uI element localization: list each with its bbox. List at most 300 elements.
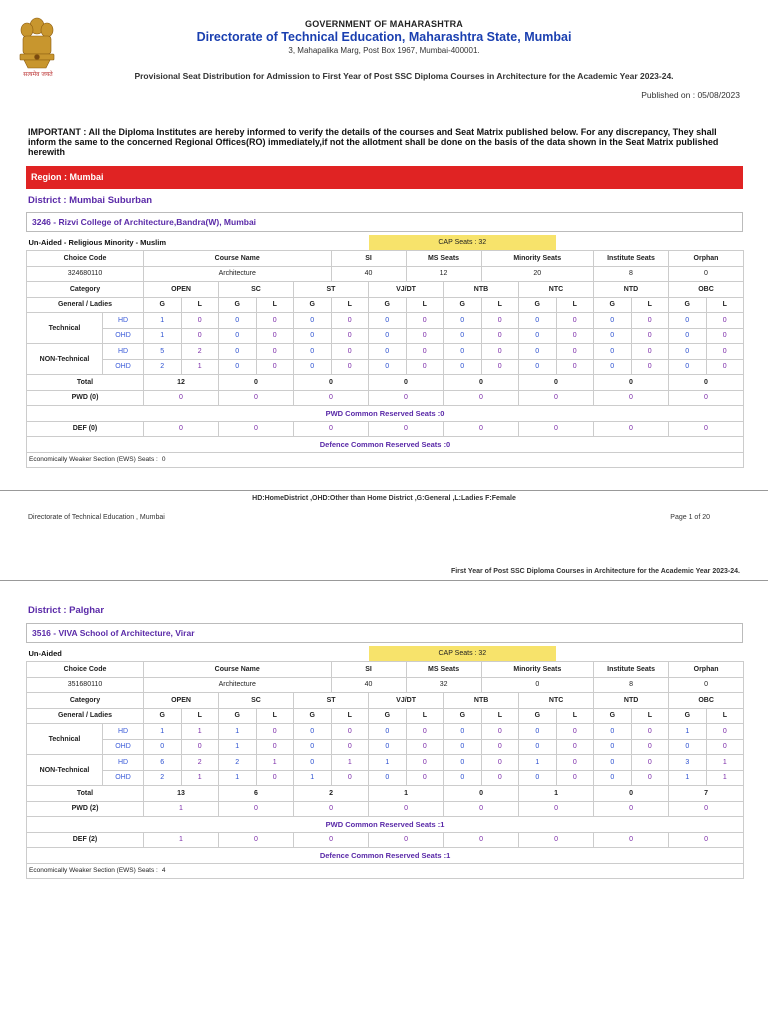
seat-count: 0 <box>444 739 482 755</box>
pwd-value: 0 <box>219 390 294 406</box>
def-value: 0 <box>669 421 744 437</box>
choice-code-header: Choice Code <box>27 251 144 267</box>
table-row <box>27 770 744 786</box>
page-divider <box>0 580 768 581</box>
total-value: 2 <box>294 786 369 802</box>
category-header: OPEN <box>144 282 219 298</box>
district-type-label: HD <box>103 755 144 771</box>
seat-count: 0 <box>406 359 444 375</box>
seat-count: 0 <box>444 770 482 786</box>
total-value: 12 <box>144 375 219 391</box>
seat-count: 1 <box>181 359 219 375</box>
seat-count: 1 <box>256 755 294 771</box>
seat-type-label: NON-Technical <box>27 755 103 786</box>
seat-count: 0 <box>406 313 444 329</box>
ews-label: Economically Weaker Section (EWS) Seats : <box>29 456 158 464</box>
seat-count: 0 <box>294 328 332 344</box>
institute-seats-header: Institute Seats <box>594 251 669 267</box>
seat-count: 0 <box>256 724 294 740</box>
def-value: 0 <box>294 421 369 437</box>
pwd-value: 0 <box>444 801 519 817</box>
seat-count: 0 <box>556 328 594 344</box>
seat-count: 1 <box>706 755 744 771</box>
course-name-header: Course Name <box>144 662 332 678</box>
si-value: 40 <box>331 266 406 282</box>
course-name-header: Course Name <box>144 251 332 267</box>
seat-count: 0 <box>706 724 744 740</box>
important-notice: IMPORTANT : All the Diploma Institutes are hereby informed to verify the details of the courses and Seat Matrix published below. For any discrepancy, They shall inform the same to the concerned Regional Offices(RO) immediately,if not the allotment shall be done on the basis of the data shown in the Seat Matrix published herewith <box>28 127 719 157</box>
table-row <box>27 755 744 771</box>
seat-count: 0 <box>181 313 219 329</box>
seat-count: 0 <box>331 328 369 344</box>
seat-count: 6 <box>144 755 182 771</box>
district-type-label: HD <box>103 313 144 329</box>
total-value: 0 <box>594 375 669 391</box>
defence-reserved-note: Defence Common Reserved Seats :1 <box>27 848 744 864</box>
general-header: G <box>669 708 707 724</box>
def-value: 0 <box>594 421 669 437</box>
ews-seats <box>27 863 744 879</box>
category-header: NTD <box>594 693 669 709</box>
category-header: SC <box>219 693 294 709</box>
institute-seats-value: 8 <box>594 677 669 693</box>
page-number: Page 1 of 20 <box>670 514 710 521</box>
seat-count: 1 <box>519 755 557 771</box>
footer-directorate: Directorate of Technical Education , Mumbai <box>28 514 165 521</box>
seat-count: 0 <box>294 755 332 771</box>
ews-value: 0 <box>161 456 166 464</box>
category-header: NTB <box>444 693 519 709</box>
table-row <box>27 739 744 755</box>
minority-seats-header: Minority Seats <box>481 662 594 678</box>
total-value: 1 <box>369 786 444 802</box>
general-header: G <box>519 708 557 724</box>
seat-count: 0 <box>631 770 669 786</box>
seat-count: 0 <box>706 739 744 755</box>
seat-count: 0 <box>331 313 369 329</box>
seat-grid <box>26 646 744 879</box>
seat-count: 0 <box>406 344 444 360</box>
ladies-header: L <box>556 708 594 724</box>
category-header: SC <box>219 282 294 298</box>
def-value: 0 <box>519 421 594 437</box>
region-banner: Region : Mumbai <box>26 166 743 189</box>
seat-count: 1 <box>706 770 744 786</box>
seat-count: 0 <box>556 344 594 360</box>
seat-count: 0 <box>219 328 257 344</box>
total-value: 13 <box>144 786 219 802</box>
general-header: G <box>369 297 407 313</box>
seat-count: 0 <box>444 755 482 771</box>
seat-count: 0 <box>331 344 369 360</box>
seat-count: 0 <box>256 770 294 786</box>
district-type-label: OHD <box>103 739 144 755</box>
seat-count: 0 <box>294 313 332 329</box>
seat-count: 0 <box>481 359 519 375</box>
seat-count: 0 <box>519 724 557 740</box>
table-row <box>27 328 744 344</box>
district-type-label: OHD <box>103 328 144 344</box>
seat-matrix-table <box>26 235 743 468</box>
seat-grid <box>26 235 744 468</box>
seat-count: 0 <box>594 328 632 344</box>
si-value: 40 <box>331 677 406 693</box>
seat-count: 0 <box>556 359 594 375</box>
ews-seats <box>27 452 744 468</box>
seat-count: 0 <box>631 359 669 375</box>
seat-count: 0 <box>369 313 407 329</box>
spacer-cell <box>556 646 744 662</box>
def-value: 0 <box>369 421 444 437</box>
category-header: NTC <box>519 693 594 709</box>
seat-count: 0 <box>256 359 294 375</box>
seat-count: 1 <box>369 755 407 771</box>
seat-count: 0 <box>144 739 182 755</box>
seat-count: 0 <box>594 344 632 360</box>
table-row <box>27 452 744 468</box>
directorate-title: Directorate of Technical Education, Maharashtra State, Mumbai <box>196 30 572 44</box>
table-row <box>27 359 744 375</box>
ladies-header: L <box>706 708 744 724</box>
ladies-header: L <box>481 297 519 313</box>
seat-count: 2 <box>144 359 182 375</box>
emblem-caption: सत्यमेव जयते <box>23 71 53 78</box>
seat-count: 0 <box>481 739 519 755</box>
ladies-header: L <box>631 708 669 724</box>
def-value: 0 <box>219 832 294 848</box>
pwd-label: PWD (2) <box>27 801 144 817</box>
spacer-cell <box>556 235 744 251</box>
district-heading: District : Palghar <box>28 605 105 616</box>
ladies-header: L <box>331 297 369 313</box>
ews-value: 4 <box>161 867 166 875</box>
table-row <box>27 266 744 282</box>
table-row <box>27 863 744 879</box>
seat-count: 0 <box>594 770 632 786</box>
table-row <box>27 786 744 802</box>
ladies-header: L <box>556 297 594 313</box>
seat-count: 0 <box>519 344 557 360</box>
seat-count: 0 <box>669 359 707 375</box>
def-value: 1 <box>144 832 219 848</box>
seat-count: 0 <box>444 359 482 375</box>
ms-seats-value: 32 <box>406 677 481 693</box>
institute-seats-value: 8 <box>594 266 669 282</box>
seat-count: 0 <box>631 328 669 344</box>
seat-count: 1 <box>669 724 707 740</box>
seat-count: 0 <box>556 739 594 755</box>
total-value: 0 <box>669 375 744 391</box>
pwd-value: 0 <box>669 801 744 817</box>
seat-count: 2 <box>181 344 219 360</box>
si-header: SI <box>331 662 406 678</box>
seat-count: 0 <box>556 770 594 786</box>
seat-count: 0 <box>331 359 369 375</box>
category-header: ST <box>294 693 369 709</box>
category-header: VJ/DT <box>369 282 444 298</box>
general-header: G <box>369 708 407 724</box>
seat-count: 1 <box>219 770 257 786</box>
minority-seats-value: 0 <box>481 677 594 693</box>
table-row <box>27 375 744 391</box>
seat-count: 1 <box>181 724 219 740</box>
seat-count: 0 <box>556 724 594 740</box>
seat-count: 0 <box>406 755 444 771</box>
seat-count: 0 <box>669 739 707 755</box>
table-row <box>27 282 744 298</box>
seat-count: 0 <box>669 344 707 360</box>
seat-count: 0 <box>519 739 557 755</box>
total-value: 0 <box>294 375 369 391</box>
pwd-value: 0 <box>519 801 594 817</box>
pwd-value: 0 <box>369 801 444 817</box>
def-value: 0 <box>444 421 519 437</box>
choice-code-value: 351680110 <box>27 677 144 693</box>
total-value: 6 <box>219 786 294 802</box>
abbreviation-legend: HD:HomeDistrict ,OHD:Other than Home District ,G:General ,L:Ladies F:Female <box>252 495 516 502</box>
category-header: OPEN <box>144 693 219 709</box>
pwd-value: 0 <box>369 390 444 406</box>
table-row <box>27 421 744 437</box>
seat-count: 0 <box>256 313 294 329</box>
general-ladies-label: General / Ladies <box>27 708 144 724</box>
seat-count: 0 <box>444 313 482 329</box>
general-header: G <box>294 708 332 724</box>
seat-count: 0 <box>556 755 594 771</box>
seat-count: 0 <box>706 344 744 360</box>
pwd-value: 0 <box>219 801 294 817</box>
pwd-label: PWD (0) <box>27 390 144 406</box>
def-value: 0 <box>669 832 744 848</box>
defence-reserved-note: Defence Common Reserved Seats :0 <box>27 437 744 453</box>
institute-heading: 3516 - VIVA School of Architecture, Virar <box>26 623 743 643</box>
seat-count: 0 <box>369 359 407 375</box>
category-label: Category <box>27 693 144 709</box>
seat-count: 0 <box>669 328 707 344</box>
ladies-header: L <box>331 708 369 724</box>
table-row <box>27 708 744 724</box>
minority-seats-value: 20 <box>481 266 594 282</box>
pwd-value: 0 <box>594 390 669 406</box>
seat-count: 0 <box>256 328 294 344</box>
total-label: Total <box>27 375 144 391</box>
course-name-value: Architecture <box>144 266 332 282</box>
total-value: 7 <box>669 786 744 802</box>
cap-seats-badge: CAP Seats : 32 <box>369 646 557 662</box>
table-row <box>27 406 744 422</box>
seat-count: 0 <box>631 344 669 360</box>
pwd-value: 0 <box>444 390 519 406</box>
general-header: G <box>219 297 257 313</box>
seat-count: 0 <box>406 724 444 740</box>
published-date: Published on : 05/08/2023 <box>641 90 740 100</box>
seat-count: 0 <box>556 313 594 329</box>
total-value: 0 <box>594 786 669 802</box>
seat-count: 1 <box>144 724 182 740</box>
course-name-value: Architecture <box>144 677 332 693</box>
orphan-value: 0 <box>669 266 744 282</box>
ladies-header: L <box>481 708 519 724</box>
ladies-header: L <box>631 297 669 313</box>
category-header: NTB <box>444 282 519 298</box>
seat-count: 0 <box>481 770 519 786</box>
general-header: G <box>594 708 632 724</box>
seat-matrix-table <box>26 646 743 879</box>
general-header: G <box>294 297 332 313</box>
pwd-reserved-note: PWD Common Reserved Seats :1 <box>27 817 744 833</box>
seat-count: 0 <box>369 724 407 740</box>
seat-count: 0 <box>406 328 444 344</box>
seat-count: 0 <box>631 313 669 329</box>
seat-count: 1 <box>669 770 707 786</box>
table-row <box>27 693 744 709</box>
choice-code-value: 324680110 <box>27 266 144 282</box>
def-value: 0 <box>219 421 294 437</box>
seat-count: 0 <box>444 344 482 360</box>
seat-count: 1 <box>294 770 332 786</box>
document-title: Provisional Seat Distribution for Admission to First Year of Post SSC Diploma Courses in Architecture for the Academic Year 2023-24. <box>134 71 674 81</box>
total-value: 0 <box>444 375 519 391</box>
ladies-header: L <box>706 297 744 313</box>
total-value: 0 <box>519 375 594 391</box>
def-value: 0 <box>444 832 519 848</box>
seat-count: 0 <box>444 724 482 740</box>
table-row <box>27 344 744 360</box>
seat-count: 0 <box>331 739 369 755</box>
total-value: 0 <box>369 375 444 391</box>
seat-count: 0 <box>519 770 557 786</box>
seat-count: 0 <box>181 739 219 755</box>
seat-count: 0 <box>631 724 669 740</box>
ladies-header: L <box>256 297 294 313</box>
category-label: Category <box>27 282 144 298</box>
seat-count: 0 <box>219 313 257 329</box>
ms-seats-value: 12 <box>406 266 481 282</box>
orphan-header: Orphan <box>669 251 744 267</box>
seat-count: 0 <box>369 344 407 360</box>
pwd-value: 0 <box>519 390 594 406</box>
seat-count: 0 <box>519 328 557 344</box>
category-header: NTC <box>519 282 594 298</box>
total-value: 0 <box>219 375 294 391</box>
pwd-value: 0 <box>144 390 219 406</box>
seat-count: 0 <box>519 359 557 375</box>
pwd-value: 0 <box>294 390 369 406</box>
def-value: 0 <box>294 832 369 848</box>
seat-type-label: NON-Technical <box>27 344 103 375</box>
pwd-value: 1 <box>144 801 219 817</box>
seat-count: 0 <box>706 328 744 344</box>
government-heading: GOVERNMENT OF MAHARASHTRA <box>305 19 463 29</box>
seat-count: 0 <box>481 344 519 360</box>
seat-count: 0 <box>481 313 519 329</box>
table-row <box>27 832 744 848</box>
seat-count: 1 <box>331 755 369 771</box>
seat-count: 0 <box>331 724 369 740</box>
def-label: DEF (2) <box>27 832 144 848</box>
district-heading: District : Mumbai Suburban <box>28 195 153 206</box>
ms-seats-header: MS Seats <box>406 251 481 267</box>
general-header: G <box>144 708 182 724</box>
general-header: G <box>669 297 707 313</box>
seat-count: 0 <box>294 739 332 755</box>
seat-count: 0 <box>481 755 519 771</box>
table-row <box>27 437 744 453</box>
ladies-header: L <box>406 297 444 313</box>
seat-count: 0 <box>219 344 257 360</box>
seat-count: 0 <box>594 313 632 329</box>
ladies-header: L <box>181 708 219 724</box>
seat-count: 0 <box>406 739 444 755</box>
seat-count: 0 <box>631 755 669 771</box>
seat-count: 0 <box>256 344 294 360</box>
pwd-value: 0 <box>669 390 744 406</box>
total-label: Total <box>27 786 144 802</box>
seat-count: 1 <box>219 724 257 740</box>
seat-count: 0 <box>706 313 744 329</box>
orphan-header: Orphan <box>669 662 744 678</box>
district-type-label: HD <box>103 344 144 360</box>
seat-count: 2 <box>219 755 257 771</box>
seat-type-label: Technical <box>27 724 103 755</box>
table-row <box>27 313 744 329</box>
seat-count: 0 <box>706 359 744 375</box>
general-header: G <box>594 297 632 313</box>
seat-count: 0 <box>594 359 632 375</box>
general-header: G <box>219 708 257 724</box>
district-type-label: HD <box>103 724 144 740</box>
pwd-value: 0 <box>294 801 369 817</box>
general-header: G <box>444 297 482 313</box>
ladies-header: L <box>181 297 219 313</box>
def-label: DEF (0) <box>27 421 144 437</box>
ladies-header: L <box>406 708 444 724</box>
cap-seats-badge: CAP Seats : 32 <box>369 235 557 251</box>
def-value: 0 <box>519 832 594 848</box>
seat-count: 0 <box>294 344 332 360</box>
seat-count: 0 <box>369 328 407 344</box>
district-type-label: OHD <box>103 770 144 786</box>
table-row <box>27 235 744 251</box>
general-ladies-label: General / Ladies <box>27 297 144 313</box>
ladies-header: L <box>256 708 294 724</box>
seat-type-label: Technical <box>27 313 103 344</box>
orphan-value: 0 <box>669 677 744 693</box>
general-header: G <box>444 708 482 724</box>
institute-heading: 3246 - Rizvi College of Architecture,Bandra(W), Mumbai <box>26 212 743 232</box>
category-header: OBC <box>669 282 744 298</box>
table-row <box>27 848 744 864</box>
def-value: 0 <box>594 832 669 848</box>
seat-count: 5 <box>144 344 182 360</box>
seat-count: 0 <box>519 313 557 329</box>
seat-count: 1 <box>181 770 219 786</box>
general-header: G <box>519 297 557 313</box>
category-header: VJ/DT <box>369 693 444 709</box>
aided-status: Un-Aided <box>28 649 62 658</box>
seat-count: 0 <box>256 739 294 755</box>
table-row <box>27 677 744 693</box>
table-row <box>27 817 744 833</box>
seat-count: 0 <box>181 328 219 344</box>
ms-seats-header: MS Seats <box>406 662 481 678</box>
seat-count: 0 <box>219 359 257 375</box>
table-row <box>27 390 744 406</box>
table-row <box>27 801 744 817</box>
si-header: SI <box>331 251 406 267</box>
seat-count: 0 <box>594 724 632 740</box>
ews-label: Economically Weaker Section (EWS) Seats : <box>29 867 158 875</box>
